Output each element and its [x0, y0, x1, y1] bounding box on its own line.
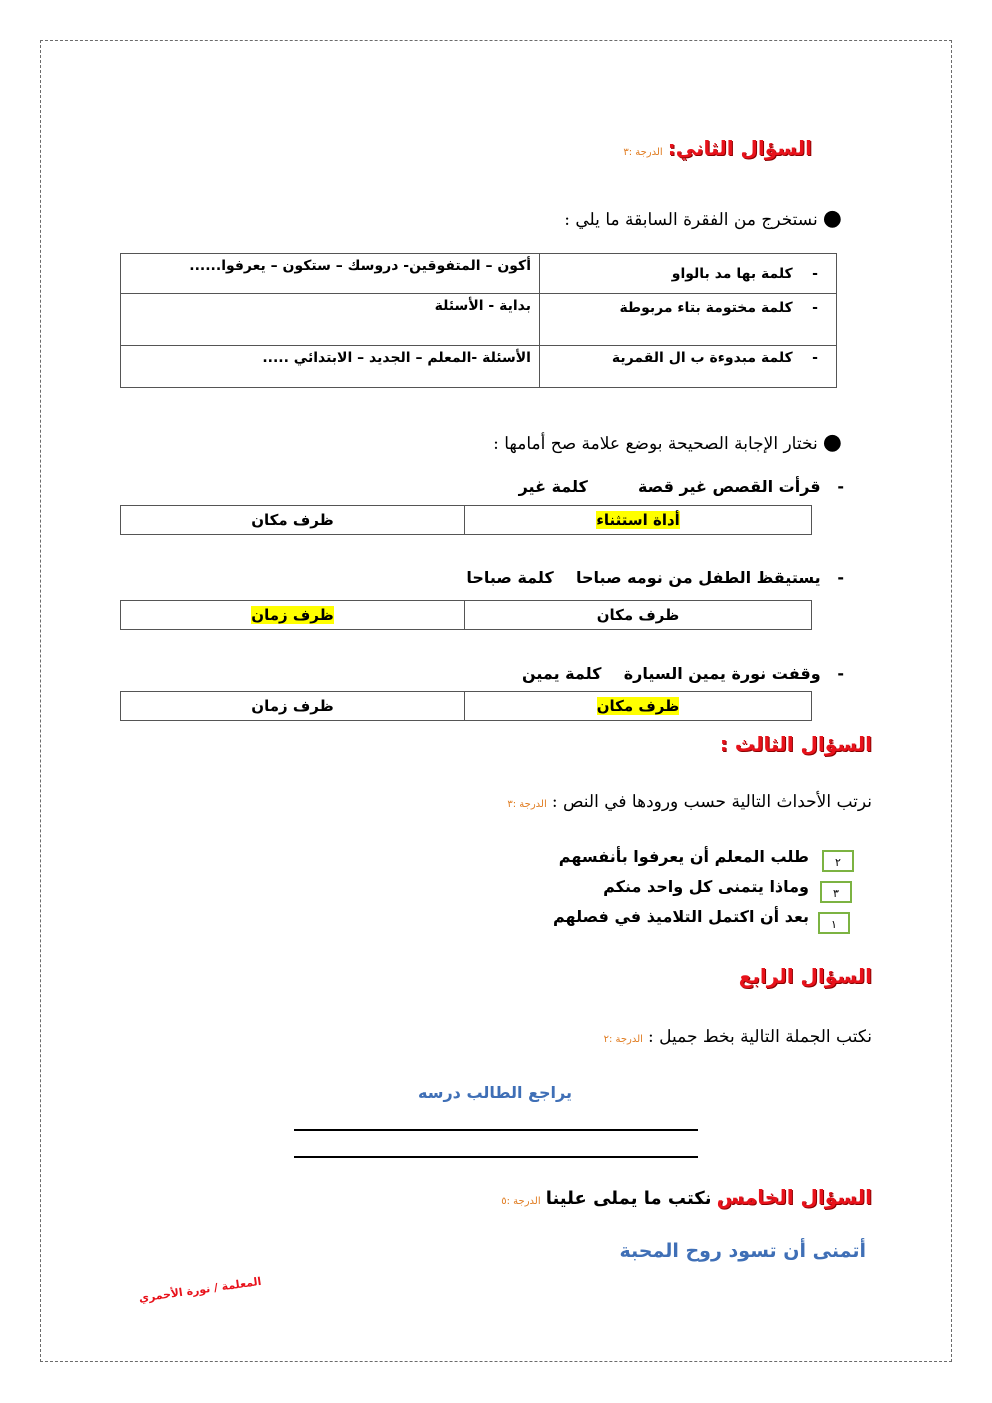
- q3-grade: الدرجة :٣: [507, 799, 547, 810]
- option-text: أداة استثناء: [596, 511, 680, 529]
- mcq-sentence: يستيقظ الطفل من نومه صباحا: [575, 568, 821, 587]
- event-text: وماذا يتمنى كل واحد منكم: [603, 877, 809, 896]
- mcq-sentence: قرأت القصص غير قصة: [637, 477, 821, 496]
- q4-title: السؤال الرابع: [738, 964, 872, 988]
- extract-table: [120, 253, 837, 388]
- row-label-text: كلمة مختومة بتاء مربوطة: [619, 300, 793, 316]
- writing-line: [294, 1156, 698, 1158]
- row-label: - كلمة مبدوءة ب ال القمرية: [540, 346, 837, 388]
- order-box[interactable]: ٣: [820, 881, 852, 903]
- option-text: ظرف زمان: [251, 697, 334, 715]
- q5-instruction: نكتب ما يملى علينا: [545, 1188, 712, 1209]
- table-row: [121, 346, 837, 388]
- option-cell[interactable]: [465, 601, 812, 630]
- option-cell[interactable]: [121, 601, 465, 630]
- event-text: طلب المعلم أن يعرفوا بأنفسهم: [558, 847, 809, 866]
- event-text: بعد أن اكتمل التلاميذ في فصلهم: [553, 907, 809, 926]
- option-text: ظرف زمان: [251, 606, 334, 624]
- mcq-item-3: - وقفت نورة يمين السيارة كلمة يمين: [521, 664, 844, 683]
- option-cell[interactable]: [121, 506, 465, 535]
- mcq-word: كلمة غير: [518, 477, 588, 496]
- q3-instruction: [507, 792, 872, 812]
- q2-title: السؤال الثاني:: [667, 136, 812, 160]
- mcq-options-1: [120, 505, 812, 535]
- option-cell[interactable]: [121, 692, 465, 721]
- q5-heading: [501, 1185, 872, 1209]
- mcq-word: كلمة صباحا: [466, 568, 554, 587]
- option-cell[interactable]: [465, 506, 812, 535]
- q3-heading: [720, 732, 872, 756]
- row-answer: بداية - الأسئلة: [121, 294, 540, 346]
- option-text: ظرف مكان: [251, 511, 334, 529]
- mcq-word: كلمة يمين: [521, 664, 602, 683]
- row-answer: الأسئلة -المعلم – الجديد – الابتدائي .....: [121, 346, 540, 388]
- q2-instruction-2: [493, 432, 842, 454]
- q4-heading: [739, 964, 872, 988]
- option-text: ظرف مكان: [596, 606, 680, 624]
- q5-grade: الدرجة :٥: [501, 1196, 541, 1207]
- mcq-sentence: وقفت نورة يمين السيارة: [623, 664, 821, 683]
- option-text: ظرف مكان: [596, 697, 680, 715]
- option-cell[interactable]: [465, 692, 812, 721]
- bullet-icon: ●: [822, 430, 842, 455]
- order-box[interactable]: ١: [818, 912, 850, 934]
- q3-title: السؤال الثالث :: [719, 732, 872, 756]
- q2-instruction-1: [564, 208, 842, 230]
- q2-grade: الدرجة :٣: [623, 147, 663, 158]
- q4-sentence: يراجع الطالب درسه: [418, 1083, 572, 1102]
- row-label: - كلمة بها مد بالواو: [540, 254, 837, 294]
- writing-line: [294, 1129, 698, 1131]
- mcq-item-2: - يستيقظ الطفل من نومه صباحا كلمة صباحا: [466, 568, 844, 587]
- q4-instruction-text: نكتب الجملة التالية بخط جميل :: [648, 1027, 872, 1047]
- teacher-signature: المعلمة / نورة الأحمري: [138, 1274, 263, 1305]
- q3-instruction-text: نرتب الأحداث التالية حسب ورودها في النص :: [551, 792, 872, 812]
- row-label: - كلمة مختومة بتاء مربوطة: [540, 294, 837, 346]
- q2-instruction-2-text: نختار الإجابة الصحيحة بوضع علامة صح أمامها :: [493, 434, 818, 454]
- order-box[interactable]: ٢: [822, 850, 854, 872]
- q2-heading: [623, 136, 812, 160]
- mcq-options-2: [120, 600, 812, 630]
- row-answer: أكون – المتفوقين- دروسك – ستكون – يعرفوا......: [121, 254, 540, 294]
- q4-grade: الدرجة :٢: [603, 1034, 643, 1045]
- row-label-text: كلمة بها مد بالواو: [671, 265, 793, 282]
- mcq-item-1: - قرأت القصص غير قصة كلمة غير: [518, 477, 844, 496]
- q5-title: السؤال الخامس: [716, 1185, 872, 1209]
- table-row: [121, 254, 837, 294]
- bullet-icon: ●: [822, 206, 842, 231]
- q5-answer: أتمنى أن تسود روح المحبة: [619, 1240, 866, 1262]
- row-label-text: كلمة مبدوءة ب ال القمرية: [611, 350, 793, 366]
- table-row: [121, 294, 837, 346]
- q2-instruction-1-text: نستخرج من الفقرة السابقة ما يلي :: [564, 210, 818, 230]
- q4-instruction: [604, 1027, 872, 1047]
- mcq-options-3: [120, 691, 812, 721]
